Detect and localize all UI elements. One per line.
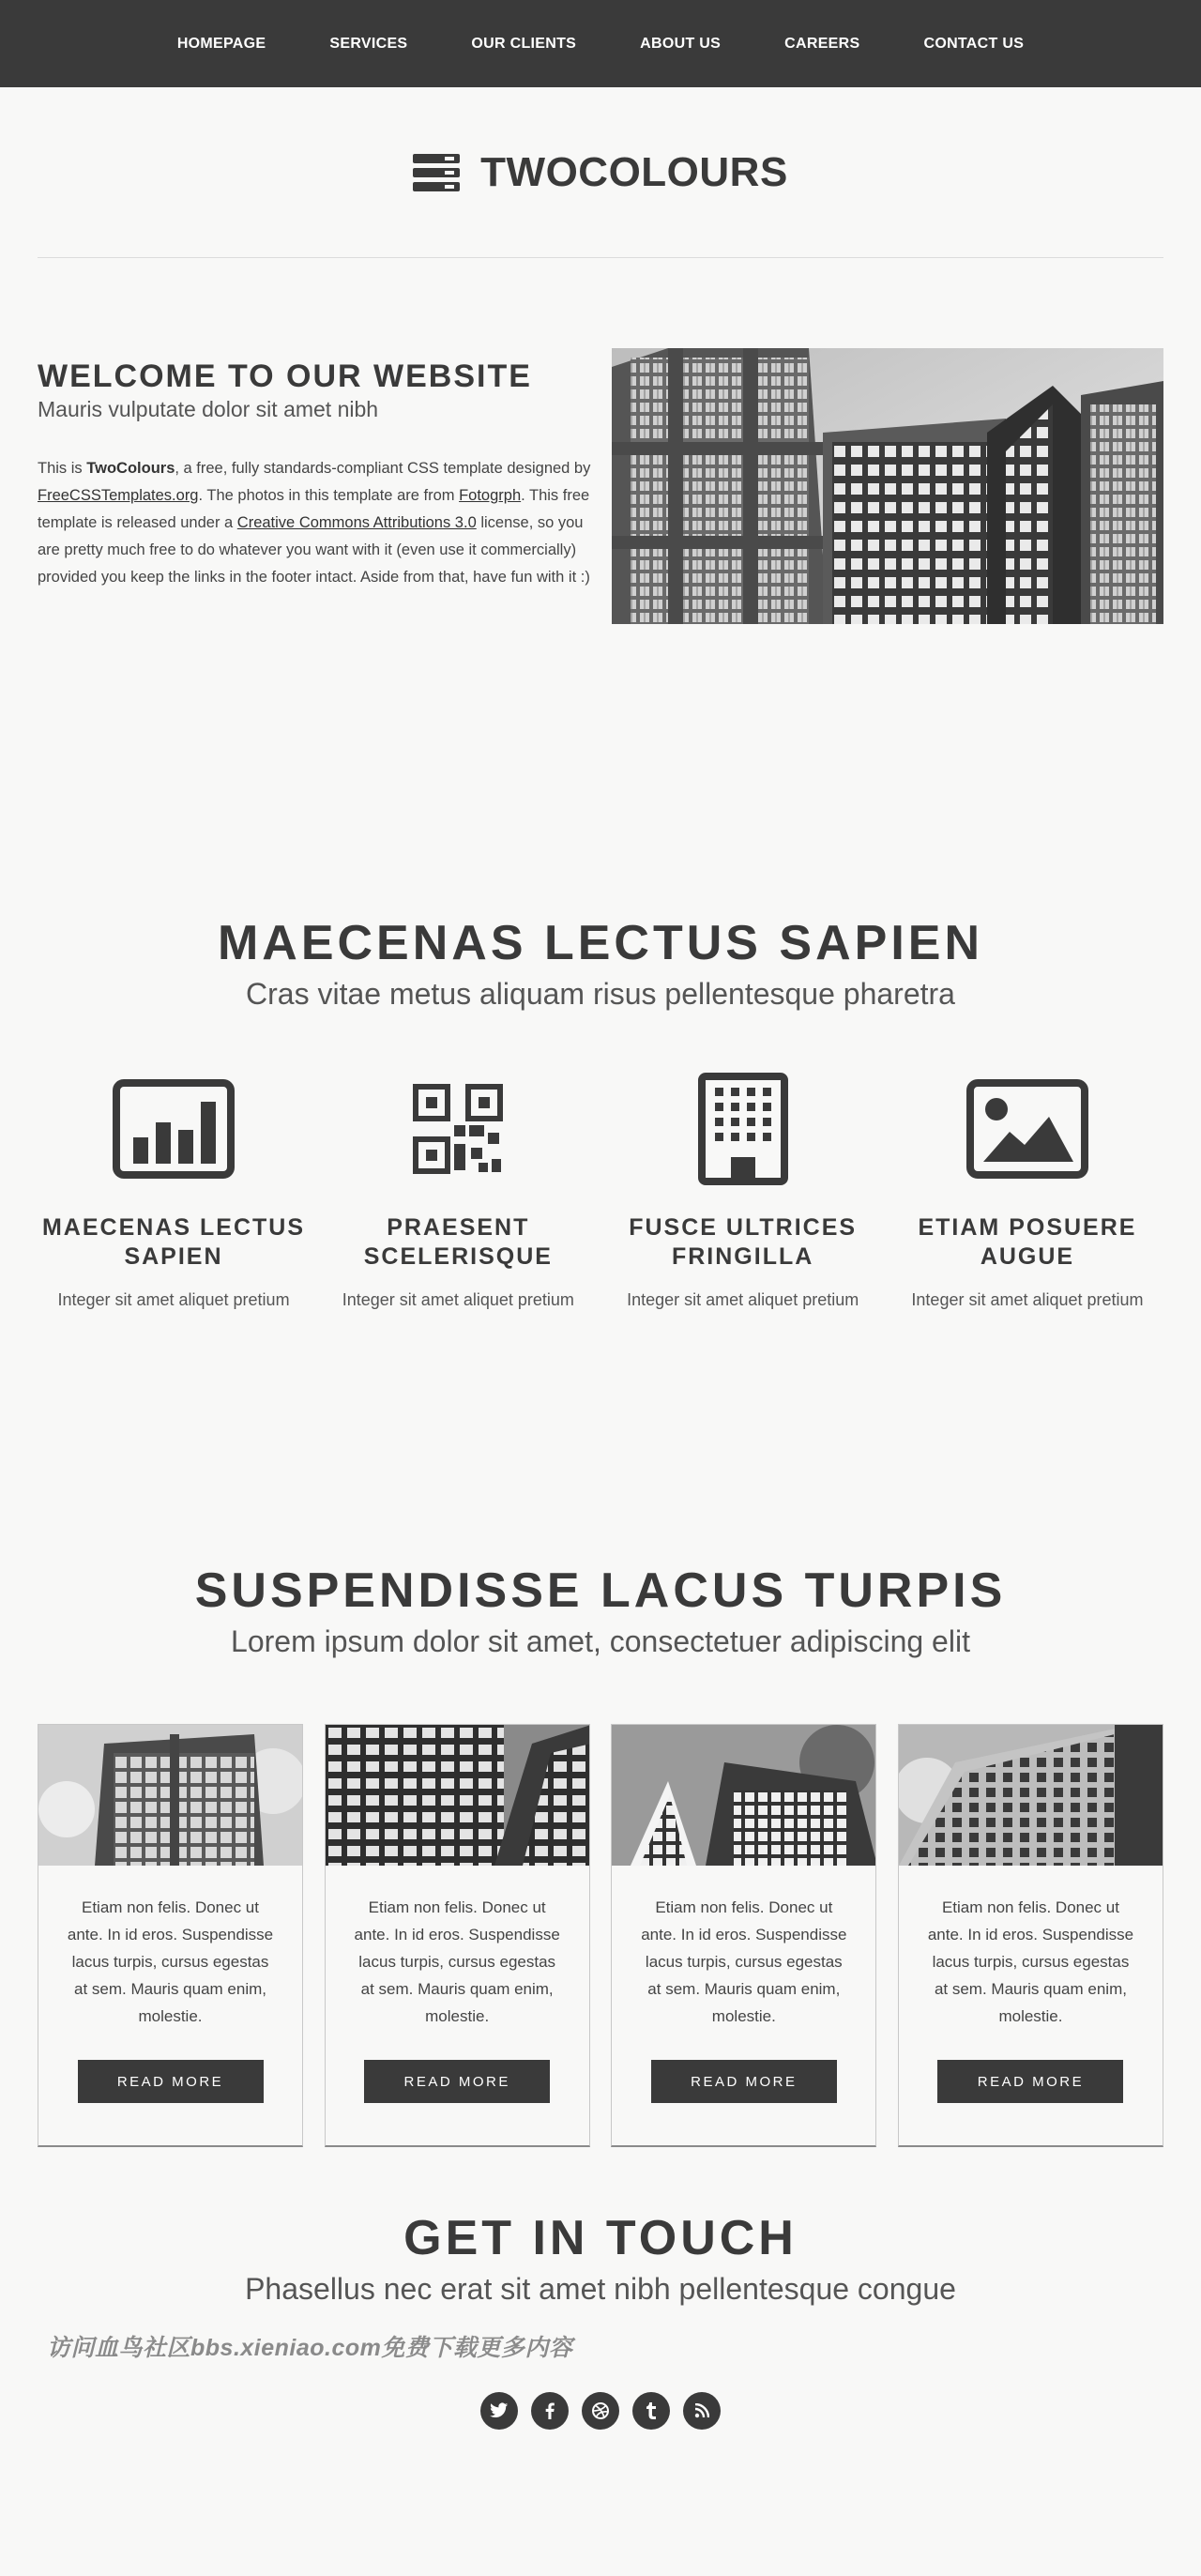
feature-item (322, 1071, 594, 1310)
building-icon (607, 1071, 879, 1187)
welcome-body (38, 455, 591, 591)
feature-desc: Integer sit amet aliquet pretium (342, 1290, 574, 1309)
feature-title-line: MAECENAS LECTUS (41, 1214, 305, 1241)
card-text: Etiam non felis. Donec ut ante. In id eros. Suspendisse lacus turpis, cursus egestas at sem. Mauris quam enim, molestie. (927, 1898, 1134, 2025)
logo-header (38, 87, 1163, 258)
bar-chart-icon (38, 1071, 310, 1187)
contact-title: GET IN TOUCH (403, 2211, 798, 2265)
picture-icon (891, 1071, 1163, 1187)
nav-services[interactable]: SERVICES (329, 35, 408, 52)
server-stack-icon (413, 154, 460, 191)
tumblr-icon[interactable] (632, 2392, 670, 2430)
feature-desc: Integer sit amet aliquet pretium (911, 1290, 1144, 1309)
rss-icon[interactable] (683, 2392, 721, 2430)
card-building-image (899, 1725, 1163, 1866)
card-building-image (326, 1725, 589, 1866)
nav-about-us[interactable]: ABOUT US (640, 35, 722, 52)
feature-item (891, 1071, 1163, 1310)
read-more-button[interactable]: READ MORE (364, 2060, 550, 2103)
freecsstemplates-link[interactable]: FreeCSSTemplates.org (38, 487, 199, 504)
top-navigation (0, 0, 1201, 87)
feature-title-line: FUSCE ULTRICES (629, 1214, 858, 1241)
feature-title (322, 1213, 594, 1272)
card-building-image (612, 1725, 875, 1866)
logo-text: TWOCOLOURS (480, 148, 788, 195)
body-text: license, so you are pretty much free to do whatever you want with it (even use it commercially) provided you keep the links in the footer intact. Aside from that, have fun with it :) (38, 514, 590, 586)
feature-item (607, 1071, 879, 1310)
feature-title-line: SAPIEN (124, 1243, 223, 1270)
feature-title-line: AUGUE (980, 1243, 1075, 1270)
read-more-button[interactable]: READ MORE (937, 2060, 1123, 2103)
logo[interactable] (413, 149, 788, 196)
feature-title-line: SCELERISQUE (363, 1243, 553, 1270)
feature-title (38, 1213, 310, 1272)
welcome-text (38, 348, 591, 915)
nav-careers[interactable]: CAREERS (784, 35, 860, 52)
welcome-subtitle: Mauris vulputate dolor sit amet nibh (38, 397, 379, 421)
facebook-icon[interactable] (531, 2392, 569, 2430)
feature-title-line: ETIAM POSUERE (918, 1214, 1137, 1241)
watermark-text: 访问血鸟社区bbs.xieniao.com免费下载更多内容 (47, 2335, 573, 2361)
feature-desc: Integer sit amet aliquet pretium (57, 1290, 290, 1309)
card (611, 1724, 876, 2147)
welcome-title: WELCOME TO OUR WEBSITE (38, 358, 532, 394)
fotogrph-link[interactable]: Fotogrph (459, 487, 522, 504)
qrcode-icon (322, 1071, 594, 1187)
nav-our-clients[interactable]: OUR CLIENTS (471, 35, 577, 52)
feature-item (38, 1071, 310, 1310)
body-text: This is (38, 460, 87, 477)
cards-title: SUSPENDISSE LACUS TURPIS (194, 1563, 1007, 1618)
card (898, 1724, 1163, 2147)
nav-homepage[interactable]: HOMEPAGE (176, 35, 266, 52)
hero-building-image (612, 348, 1163, 624)
feature-title (891, 1213, 1163, 1272)
card (38, 1724, 303, 2147)
twitter-icon[interactable] (480, 2392, 518, 2430)
welcome-section (38, 258, 1163, 915)
dribbble-icon[interactable] (582, 2392, 619, 2430)
card-text: Etiam non felis. Donec ut ante. In id eros. Suspendisse lacus turpis, cursus egestas at sem. Mauris quam enim, molestie. (641, 1898, 847, 2025)
body-text: , a free, fully standards-compliant CSS template designed by (175, 460, 591, 477)
feature-title-line: PRAESENT (387, 1214, 530, 1241)
card-text: Etiam non felis. Donec ut ante. In id eros. Suspendisse lacus turpis, cursus egestas at sem. Mauris quam enim, molestie. (354, 1898, 560, 2025)
read-more-button[interactable]: READ MORE (651, 2060, 837, 2103)
feature-desc: Integer sit amet aliquet pretium (627, 1290, 859, 1309)
cards-subtitle: Lorem ipsum dolor sit amet, consectetuer adipiscing elit (231, 1624, 970, 1658)
creative-commons-link[interactable]: Creative Commons Attributions 3.0 (236, 514, 477, 531)
card-text: Etiam non felis. Donec ut ante. In id eros. Suspendisse lacus turpis, cursus egestas at sem. Mauris quam enim, molestie. (67, 1898, 274, 2025)
card (325, 1724, 590, 2147)
feature-title-line: FRINGILLA (671, 1243, 814, 1270)
body-text: . The photos in this template are from (198, 487, 460, 504)
features-section (0, 915, 1201, 1562)
brand-name: TwoColours (86, 460, 175, 477)
body-text: . This free template is released under a (38, 487, 590, 531)
features-subtitle: Cras vitae metus aliquam risus pellentesque pharetra (246, 977, 955, 1011)
card-building-image (38, 1725, 302, 1866)
contact-section (0, 2210, 1201, 2576)
read-more-button[interactable]: READ MORE (78, 2060, 264, 2103)
social-links (0, 2392, 1201, 2430)
contact-subtitle: Phasellus nec erat sit amet nibh pellentesque congue (245, 2272, 956, 2306)
features-title: MAECENAS LECTUS SAPIEN (217, 916, 984, 970)
feature-title (607, 1213, 879, 1272)
cards-section (0, 1562, 1201, 2210)
nav-contact-us[interactable]: CONTACT US (923, 35, 1025, 52)
